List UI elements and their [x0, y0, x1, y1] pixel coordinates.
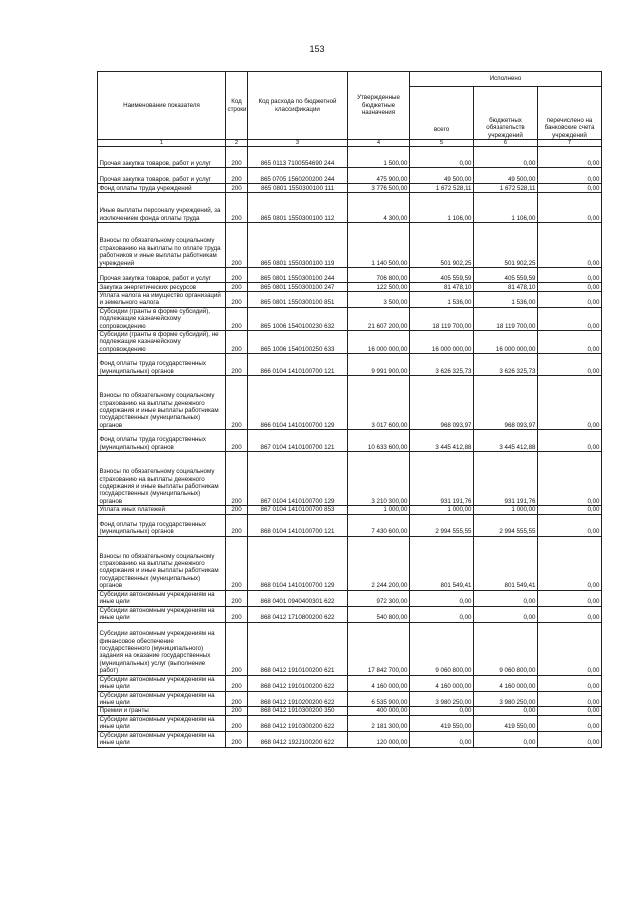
row-classification: 867 0104 1410100700 853 — [248, 506, 348, 514]
row-institutions: 3 980 250,00 — [474, 691, 538, 707]
row-institutions: 0,00 — [474, 731, 538, 747]
row-approved: 3 017 600,00 — [348, 376, 410, 430]
row-total: 0,00 — [410, 147, 474, 168]
row-total: 1 536,00 — [410, 292, 474, 308]
row-name-text: Субсидии автономным учреждениям на иные цели — [99, 716, 215, 731]
row-approved: 1 140 500,00 — [348, 223, 410, 268]
row-total: 3 445 412,88 — [410, 430, 474, 452]
table-body — [98, 147, 602, 748]
row-total: 81 478,10 — [410, 283, 474, 292]
row-name-text: Фонд оплаты труда учреждений — [99, 184, 192, 192]
row-total: 1 000,00 — [410, 506, 474, 514]
row-classification: 868 0104 1410100700 121 — [248, 514, 348, 536]
table-row — [98, 622, 602, 675]
row-transferred: 0,00 — [538, 590, 602, 606]
row-approved: 540 800,00 — [348, 606, 410, 622]
header-approved: Утвержденные бюджетные назначения — [348, 72, 410, 140]
row-institutions: 81 478,10 — [474, 283, 538, 292]
row-institutions: 2 994 555,55 — [474, 514, 538, 536]
row-institutions: 3 626 325,73 — [474, 354, 538, 376]
table-row — [98, 168, 602, 184]
table-row — [98, 514, 602, 536]
row-total: 931 191,76 — [410, 452, 474, 506]
row-institutions: 1 536,00 — [474, 292, 538, 308]
page-number: 153 — [309, 44, 325, 54]
row-name — [98, 622, 226, 675]
row-classification: 865 0801 1550300100 111 — [248, 184, 348, 193]
table-row — [98, 606, 602, 622]
row-total: 1 106,00 — [410, 193, 474, 223]
row-code: 200 — [226, 354, 248, 376]
row-name-text: Прочая закупка товаров, работ и услуг — [99, 175, 211, 183]
row-transferred: 0,00 — [538, 147, 602, 168]
row-name — [98, 184, 226, 193]
row-name — [98, 331, 226, 354]
header-total: всего — [410, 87, 474, 140]
row-name — [98, 292, 226, 308]
row-transferred: 0,00 — [538, 536, 602, 590]
row-name-text: Субсидии автономным учреждениям на иные цели — [99, 590, 215, 606]
header-num-3: 3 — [248, 140, 348, 147]
row-institutions: 0,00 — [474, 147, 538, 168]
row-name-text: Субсидии автономным учреждениям на иные цели — [99, 732, 215, 747]
row-code: 200 — [226, 376, 248, 430]
row-classification: 868 0412 192J100200 622 — [248, 731, 348, 747]
row-name — [98, 506, 226, 514]
row-code: 200 — [226, 331, 248, 354]
row-classification: 868 0412 1910100200 621 — [248, 622, 348, 675]
row-total: 0,00 — [410, 707, 474, 715]
row-name — [98, 731, 226, 747]
row-approved: 16 000 000,00 — [348, 331, 410, 354]
row-approved: 4 300,00 — [348, 193, 410, 223]
table-row — [98, 283, 602, 292]
row-code: 200 — [226, 715, 248, 731]
row-name — [98, 283, 226, 292]
row-name — [98, 514, 226, 536]
row-classification: 868 0412 1910300200 622 — [248, 715, 348, 731]
table-row — [98, 506, 602, 514]
row-classification: 868 0401 0940400301 622 — [248, 590, 348, 606]
row-total: 9 060 800,00 — [410, 622, 474, 675]
row-name-text: Субсидии автономным учреждениям на иные цели — [99, 606, 215, 622]
row-approved: 21 607 200,00 — [348, 307, 410, 330]
row-transferred: 0,00 — [538, 622, 602, 675]
row-transferred: 0,00 — [538, 452, 602, 506]
row-code: 200 — [226, 590, 248, 606]
row-institutions: 931 191,76 — [474, 452, 538, 506]
row-name — [98, 452, 226, 506]
table-row — [98, 268, 602, 283]
row-total: 16 000 000,00 — [410, 331, 474, 354]
row-name — [98, 307, 226, 330]
row-name-text: Уплата налога на имущество организаций и земельного налога — [99, 292, 221, 307]
row-code: 200 — [226, 223, 248, 268]
row-classification: 865 0705 1560200200 244 — [248, 168, 348, 184]
row-approved: 2 181 300,00 — [348, 715, 410, 731]
row-code: 200 — [226, 691, 248, 707]
row-name-text: Субсидии (гранты в форме субсидий), подлежащие казначейскому сопровождению — [99, 307, 210, 330]
row-transferred: 0,00 — [538, 331, 602, 354]
row-name — [98, 536, 226, 590]
table-row — [98, 184, 602, 193]
row-classification: 866 0104 1410100700 121 — [248, 354, 348, 376]
row-transferred: 0,00 — [538, 223, 602, 268]
row-name — [98, 430, 226, 452]
row-code: 200 — [226, 292, 248, 308]
header-code: Код строки — [226, 72, 248, 140]
row-code: 200 — [226, 606, 248, 622]
row-institutions: 49 500,00 — [474, 168, 538, 184]
row-approved: 972 300,00 — [348, 590, 410, 606]
row-institutions: 1 000,00 — [474, 506, 538, 514]
row-total: 0,00 — [410, 590, 474, 606]
row-total: 18 119 700,00 — [410, 307, 474, 330]
row-name-text: Взносы по обязательному социальному страхованию на выплаты денежного содержания и иные выплаты работникам государственных (муниципальных) органов — [99, 392, 219, 429]
row-institutions: 0,00 — [474, 606, 538, 622]
table-row — [98, 292, 602, 308]
row-total: 968 093,97 — [410, 376, 474, 430]
row-classification: 865 1006 1540100230 632 — [248, 307, 348, 330]
row-total: 3 626 325,73 — [410, 354, 474, 376]
table-row — [98, 707, 602, 715]
row-total: 419 550,00 — [410, 715, 474, 731]
table-row — [98, 354, 602, 376]
row-total: 1 672 528,11 — [410, 184, 474, 193]
row-institutions: 18 119 700,00 — [474, 307, 538, 330]
header-num-6: 6 — [474, 140, 538, 147]
table-header — [98, 72, 602, 147]
row-code: 200 — [226, 514, 248, 536]
row-approved: 4 160 000,00 — [348, 675, 410, 691]
row-classification: 867 0104 1410100700 129 — [248, 452, 348, 506]
row-name — [98, 168, 226, 184]
row-classification: 868 0412 1910300200 350 — [248, 707, 348, 715]
row-name — [98, 590, 226, 606]
row-transferred: 0,00 — [538, 514, 602, 536]
row-approved: 1 500,00 — [348, 147, 410, 168]
table-row — [98, 307, 602, 330]
expenditure-table — [97, 71, 602, 748]
header-num-5: 5 — [410, 140, 474, 147]
row-name-text: Субсидии автономным учреждениям на иные цели — [99, 675, 215, 691]
row-approved: 17 842 700,00 — [348, 622, 410, 675]
row-approved: 1 000,00 — [348, 506, 410, 514]
row-name-text: Субсидии автономным учреждениям на финансовое обеспечение государственного (муниципального) задания на оказание государственных (муниципальных) услуг (выполнение работ) — [99, 630, 215, 675]
table-row — [98, 536, 602, 590]
row-code: 200 — [226, 506, 248, 514]
row-institutions: 9 060 800,00 — [474, 622, 538, 675]
row-name-text: Уплата иных платежей — [99, 506, 165, 514]
table-row — [98, 731, 602, 747]
row-name-text: Иные выплаты персоналу учреждений, за исключением фонда оплаты труда — [99, 207, 221, 222]
row-total: 0,00 — [410, 606, 474, 622]
row-name — [98, 147, 226, 168]
row-transferred: 0,00 — [538, 715, 602, 731]
row-total: 501 902,25 — [410, 223, 474, 268]
row-code: 200 — [226, 193, 248, 223]
row-name — [98, 675, 226, 691]
row-code: 200 — [226, 307, 248, 330]
row-name — [98, 223, 226, 268]
row-name — [98, 691, 226, 707]
row-approved: 475 900,00 — [348, 168, 410, 184]
row-classification: 868 0104 1410100700 129 — [248, 536, 348, 590]
row-name — [98, 606, 226, 622]
row-institutions: 0,00 — [474, 590, 538, 606]
row-total: 801 549,41 — [410, 536, 474, 590]
header-executed: Исполнено — [410, 72, 602, 87]
row-classification: 868 0412 1710800200 622 — [248, 606, 348, 622]
row-approved: 120 000,00 — [348, 731, 410, 747]
row-classification: 868 0412 1910100200 622 — [248, 675, 348, 691]
row-code: 200 — [226, 147, 248, 168]
row-transferred: 0,00 — [538, 506, 602, 514]
row-classification: 867 0104 1410100700 121 — [248, 430, 348, 452]
row-name-text: Взносы по обязательному социальному страхованию на выплаты денежного содержания и иные выплаты работникам государственных (муниципальных) органов — [99, 552, 219, 590]
row-institutions: 419 550,00 — [474, 715, 538, 731]
row-approved: 10 633 600,00 — [348, 430, 410, 452]
row-approved: 7 430 600,00 — [348, 514, 410, 536]
row-name-text: Премии и гранты — [99, 707, 149, 715]
row-name-text: Фонд оплаты труда государственных (муниципальных) органов — [99, 520, 206, 536]
row-name-text: Субсидии автономным учреждениям на иные цели — [99, 691, 215, 707]
row-transferred: 0,00 — [538, 731, 602, 747]
header-name: Наименование показателя — [98, 72, 226, 140]
table-row — [98, 223, 602, 268]
row-classification: 865 0113 7100554690 244 — [248, 147, 348, 168]
header-classification: Код расхода по бюджетной классификации — [248, 72, 348, 140]
row-code: 200 — [226, 675, 248, 691]
row-institutions: 968 093,97 — [474, 376, 538, 430]
row-transferred: 0,00 — [538, 606, 602, 622]
row-transferred: 0,00 — [538, 168, 602, 184]
table-row — [98, 675, 602, 691]
row-code: 200 — [226, 452, 248, 506]
row-approved: 400 000,00 — [348, 707, 410, 715]
row-transferred: 0,00 — [538, 184, 602, 193]
row-classification: 865 0801 1550300100 247 — [248, 283, 348, 292]
row-total: 4 160 000,00 — [410, 675, 474, 691]
row-transferred: 0,00 — [538, 376, 602, 430]
row-transferred: 0,00 — [538, 354, 602, 376]
row-approved: 3 776 500,00 — [348, 184, 410, 193]
table-row — [98, 590, 602, 606]
row-institutions: 801 549,41 — [474, 536, 538, 590]
row-approved: 3 210 300,00 — [348, 452, 410, 506]
row-classification: 866 0104 1410100700 129 — [248, 376, 348, 430]
row-transferred: 0,00 — [538, 430, 602, 452]
row-name — [98, 376, 226, 430]
row-transferred: 0,00 — [538, 292, 602, 308]
header-num-7: 7 — [538, 140, 602, 147]
table-row — [98, 691, 602, 707]
row-approved: 122 500,00 — [348, 283, 410, 292]
row-code: 200 — [226, 283, 248, 292]
row-classification: 865 0801 1550300100 244 — [248, 268, 348, 283]
row-name-text: Взносы по обязательному социальному страхованию на выплаты по оплате труда работников и иные выплаты работникам учреждений — [99, 237, 221, 267]
row-institutions: 501 902,25 — [474, 223, 538, 268]
row-name — [98, 715, 226, 731]
row-name — [98, 268, 226, 283]
header-num-4: 4 — [348, 140, 410, 147]
row-name-text: Прочая закупка товаров, работ и услуг — [99, 274, 211, 282]
row-name-text: Фонд оплаты труда государственных (муниципальных) органов — [99, 436, 206, 451]
row-classification: 865 0801 1550300100 851 — [248, 292, 348, 308]
row-transferred: 0,00 — [538, 193, 602, 223]
row-approved: 2 244 200,00 — [348, 536, 410, 590]
row-code: 200 — [226, 168, 248, 184]
table-row — [98, 430, 602, 452]
row-transferred: 0,00 — [538, 691, 602, 707]
row-classification: 868 0412 1910200200 622 — [248, 691, 348, 707]
row-name-text: Фонд оплаты труда государственных (муниципальных) органов — [99, 360, 206, 375]
row-name — [98, 193, 226, 223]
row-approved: 6 535 900,00 — [348, 691, 410, 707]
row-institutions: 0,00 — [474, 707, 538, 715]
row-code: 200 — [226, 622, 248, 675]
row-code: 200 — [226, 430, 248, 452]
row-name — [98, 354, 226, 376]
row-transferred: 0,00 — [538, 707, 602, 715]
table-row — [98, 715, 602, 731]
row-classification: 865 1006 1540100250 633 — [248, 331, 348, 354]
row-institutions: 1 672 528,11 — [474, 184, 538, 193]
row-approved: 3 500,00 — [348, 292, 410, 308]
row-code: 200 — [226, 268, 248, 283]
row-approved: 706 800,00 — [348, 268, 410, 283]
row-institutions: 16 000 000,00 — [474, 331, 538, 354]
row-total: 49 500,00 — [410, 168, 474, 184]
header-num-1: 1 — [98, 140, 226, 147]
row-transferred: 0,00 — [538, 675, 602, 691]
row-code: 200 — [226, 731, 248, 747]
row-name — [98, 707, 226, 715]
row-institutions: 405 559,59 — [474, 268, 538, 283]
row-code: 200 — [226, 707, 248, 715]
row-approved: 9 991 900,00 — [348, 354, 410, 376]
header-num-2: 2 — [226, 140, 248, 147]
row-classification: 865 0801 1550300100 112 — [248, 193, 348, 223]
row-name-text: Прочая закупка товаров, работ и услуг — [99, 159, 211, 167]
row-total: 0,00 — [410, 731, 474, 747]
row-institutions: 3 445 412,88 — [474, 430, 538, 452]
row-transferred: 0,00 — [538, 268, 602, 283]
row-name-text: Взносы по обязательному социальному страхованию на выплаты денежного содержания и иные выплаты работникам государственных (муниципальных) органов — [99, 468, 219, 505]
row-institutions: 1 106,00 — [474, 193, 538, 223]
table-row — [98, 331, 602, 354]
row-name-text: Субсидии (гранты в форме субсидий), не подлежащие казначейскому сопровождению — [99, 331, 219, 353]
row-institutions: 4 160 000,00 — [474, 675, 538, 691]
row-total: 3 980 250,00 — [410, 691, 474, 707]
row-code: 200 — [226, 184, 248, 193]
row-transferred: 0,00 — [538, 283, 602, 292]
table-row — [98, 193, 602, 223]
header-institutions: бюджетных обязательств учреждений — [474, 87, 538, 140]
table-row — [98, 376, 602, 430]
row-transferred: 0,00 — [538, 307, 602, 330]
row-code: 200 — [226, 536, 248, 590]
table-row — [98, 147, 602, 168]
row-name-text: Закупка энергетических ресурсов — [99, 283, 197, 291]
row-classification: 865 0801 1550300100 119 — [248, 223, 348, 268]
table-row — [98, 452, 602, 506]
header-transferred: перечислено на банковские счета учреждений — [538, 87, 602, 140]
row-total: 2 994 555,55 — [410, 514, 474, 536]
row-total: 405 559,59 — [410, 268, 474, 283]
